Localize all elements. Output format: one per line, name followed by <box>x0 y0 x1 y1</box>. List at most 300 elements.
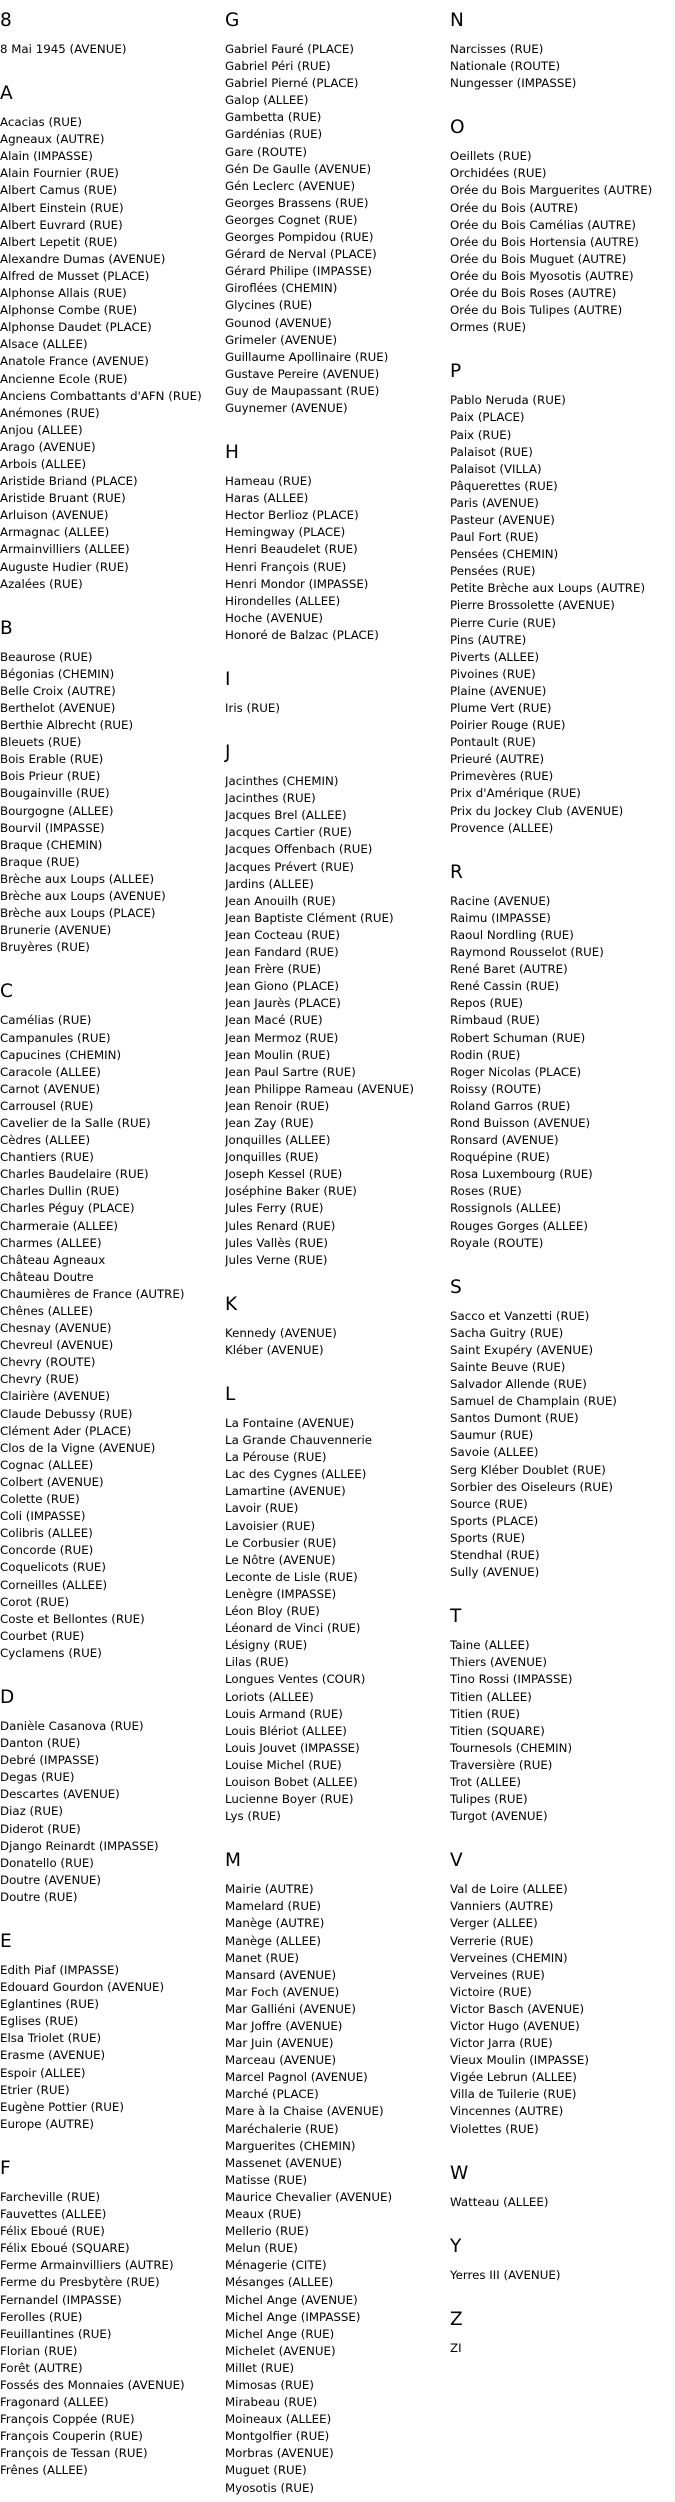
street-entry: Concorde (RUE) <box>0 1543 94 1558</box>
street-entry: Titien (RUE) <box>450 1706 520 1721</box>
street-entry: Pivoines (RUE) <box>450 666 536 681</box>
street-entry: Stendhal (RUE) <box>450 1548 540 1563</box>
letter-heading: F <box>0 2157 11 2179</box>
street-entry: Aristide Bruant (RUE) <box>0 491 126 506</box>
street-entry: Muguet (RUE) <box>225 2463 307 2478</box>
heading-spacer <box>0 105 220 114</box>
street-entry: Rimbaud (RUE) <box>450 1013 540 1028</box>
street-entry: Vincennes (AUTRE) <box>450 2104 564 2119</box>
street-entry: Ferolles (RUE) <box>0 2309 83 2324</box>
street-entry: Prix d'Amérique (RUE) <box>450 786 581 801</box>
heading-spacer <box>225 764 445 773</box>
street-entry: Haras (ALLEE) <box>225 491 309 506</box>
street-entry: Michel Ange (IMPASSE) <box>225 2309 361 2324</box>
street-entry: Corot (RUE) <box>0 1594 70 1609</box>
section-spacer <box>225 717 445 742</box>
heading-spacer <box>225 1406 445 1415</box>
section-spacer <box>450 1581 670 1606</box>
section-spacer <box>450 837 670 862</box>
letter-section-c <box>0 981 220 1662</box>
street-entry: Jean Giono (PLACE) <box>225 979 339 994</box>
street-entry: Violettes (RUE) <box>450 2121 539 2136</box>
street-entry: Jean Mermoz (RUE) <box>225 1030 339 1045</box>
letter-section-z <box>450 2309 670 2357</box>
section-spacer <box>450 2138 670 2163</box>
street-entry: Hameau (RUE) <box>225 474 312 489</box>
street-entry: Claude Debussy (RUE) <box>0 1406 133 1421</box>
street-entry: Longues Ventes (COUR) <box>225 1672 366 1687</box>
street-entry: Verrerie (RUE) <box>450 1933 534 1948</box>
section-spacer <box>450 2211 670 2236</box>
street-entry: Georges Brassens (RUE) <box>225 195 369 210</box>
street-entry: Jules Verne (RUE) <box>225 1252 328 1267</box>
street-entry: François Coppée (RUE) <box>0 2412 135 2427</box>
street-list <box>450 2194 670 2211</box>
street-entry: Iris (RUE) <box>225 701 280 715</box>
street-entry: Titien (ALLEE) <box>450 1689 532 1704</box>
street-entry: Gérard de Nerval (PLACE) <box>225 247 377 262</box>
heading-spacer <box>450 2331 670 2340</box>
letter-heading: V <box>450 1850 463 1872</box>
street-entry: Cognac (ALLEE) <box>0 1457 94 1472</box>
letter-section-a <box>0 83 220 593</box>
street-entry: Courbet (RUE) <box>0 1628 85 1643</box>
street-entry: Taine (ALLEE) <box>450 1638 530 1653</box>
street-entry: Lavoisier (RUE) <box>225 1518 316 1533</box>
street-entry: Michel Ange (AVENUE) <box>225 2292 358 2307</box>
street-entry: Victor Jarra (RUE) <box>450 2036 553 2051</box>
street-entry: Pâquerettes (RUE) <box>450 478 558 493</box>
heading-spacer <box>225 1316 445 1325</box>
letter-heading: S <box>450 1276 462 1298</box>
street-entry: Le Nôtre (AVENUE) <box>225 1552 336 1567</box>
street-list <box>450 893 670 1252</box>
street-entry: Michel Ange (RUE) <box>225 2326 335 2341</box>
heading-spacer <box>450 383 670 392</box>
street-entry: Jonquilles (ALLEE) <box>225 1133 331 1148</box>
street-entry: Gare (ROUTE) <box>225 144 307 159</box>
street-entry: Jean Moulin (RUE) <box>225 1047 331 1062</box>
index-column-2 <box>225 10 445 2497</box>
street-entry: Myosotis (RUE) <box>225 2480 315 2495</box>
street-list <box>450 1308 670 1582</box>
street-entry: Palaisot (RUE) <box>450 444 533 459</box>
street-entry: Hemingway (PLACE) <box>225 525 346 540</box>
street-entry: Poirier Rouge (RUE) <box>450 718 566 733</box>
street-entry: Charles Péguy (PLACE) <box>0 1201 135 1216</box>
street-entry: Château Agneaux <box>0 1252 106 1267</box>
street-entry: Léonard de Vinci (RUE) <box>225 1621 361 1636</box>
street-entry: Maurice Chevalier (AVENUE) <box>225 2189 393 2204</box>
street-entry: Moineaux (ALLEE) <box>225 2412 332 2427</box>
street-entry: Vieux Moulin (IMPASSE) <box>450 2053 589 2068</box>
street-list <box>450 1881 670 2137</box>
street-entry: Etrier (RUE) <box>0 2082 70 2097</box>
street-list <box>450 148 670 336</box>
street-entry: Mare à la Chaise (AVENUE) <box>225 2104 384 2119</box>
section-spacer <box>0 2133 220 2158</box>
street-entry: Provence (ALLEE) <box>450 820 554 835</box>
street-entry: Massenet (AVENUE) <box>225 2155 343 2170</box>
street-entry: Eugène Pottier (RUE) <box>0 2099 124 2114</box>
street-entry: Paris (AVENUE) <box>450 495 539 510</box>
street-entry: Agneaux (AUTRE) <box>0 132 105 147</box>
letter-section-h <box>225 442 445 644</box>
street-entry: Orée du Bois Tulipes (AUTRE) <box>450 303 623 318</box>
street-entry: Mar Joffre (AVENUE) <box>225 2019 343 2033</box>
street-entry: Maréchalerie (RUE) <box>225 2121 339 2136</box>
letter-section-v <box>450 1850 670 2137</box>
street-entry: Anatole France (AVENUE) <box>0 354 149 369</box>
letter-heading: T <box>450 1606 462 1628</box>
street-entry: Carnot (AVENUE) <box>0 1081 101 1096</box>
street-entry: Jean Anouilh (RUE) <box>225 893 336 908</box>
street-entry: Lamartine (AVENUE) <box>225 1484 346 1499</box>
street-entry: Tino Rossi (IMPASSE) <box>450 1672 573 1687</box>
street-entry: Orée du Bois Roses (AUTRE) <box>450 286 617 301</box>
street-entry: Eglises (RUE) <box>0 2014 79 2029</box>
street-entry: Jean Macé (RUE) <box>225 1013 323 1028</box>
street-list <box>225 773 445 1269</box>
street-entry: Villa de Tuilerie (RUE) <box>450 2087 577 2102</box>
street-entry: Alexandre Dumas (AVENUE) <box>0 251 166 266</box>
street-entry: Jacinthes (CHEMIN) <box>225 774 339 789</box>
street-entry: Manet (RUE) <box>225 1950 300 1965</box>
street-entry: Paul Fort (RUE) <box>450 530 539 545</box>
letter-heading: M <box>225 1850 241 1872</box>
street-entry: Paix (PLACE) <box>450 410 525 425</box>
street-entry: Thiers (AVENUE) <box>450 1655 547 1670</box>
letter-heading: N <box>450 10 464 31</box>
street-entry: Henri Mondor (IMPASSE) <box>225 576 369 591</box>
street-entry: Marcel Pagnol (AVENUE) <box>225 2070 368 2085</box>
street-entry: Chevreul (AVENUE) <box>0 1338 114 1353</box>
street-entry: Plaine (AVENUE) <box>450 683 547 698</box>
street-entry: Sorbier des Oiseleurs (RUE) <box>450 1479 614 1494</box>
street-entry: Jean Philippe Rameau (AVENUE) <box>225 1081 414 1096</box>
heading-spacer <box>450 32 670 41</box>
street-entry: Kléber (AVENUE) <box>225 1342 324 1357</box>
street-entry: Armainvilliers (ALLEE) <box>0 542 130 557</box>
street-entry: Louis Jouvet (IMPASSE) <box>225 1740 360 1755</box>
letter-heading: H <box>225 442 239 464</box>
street-entry: Ormes (RUE) <box>450 320 527 335</box>
street-entry: Louis Armand (RUE) <box>225 1706 343 1721</box>
street-entry: Debré (IMPASSE) <box>0 1753 100 1768</box>
street-entry: Coli (IMPASSE) <box>0 1509 86 1524</box>
street-entry: Primevères (RUE) <box>450 769 554 784</box>
heading-spacer <box>450 1628 670 1637</box>
street-entry: Jean Frère (RUE) <box>225 962 322 977</box>
street-entry: Serg Kléber Doublet (RUE) <box>450 1462 606 1477</box>
heading-spacer <box>450 2258 670 2267</box>
street-entry: Verveines (CHEMIN) <box>450 1950 568 1965</box>
street-entry: Verger (ALLEE) <box>450 1916 538 1931</box>
street-entry: Lavoir (RUE) <box>225 1501 299 1516</box>
street-entry: Georges Pompidou (RUE) <box>225 230 374 245</box>
street-entry: Leconte de Lisle (RUE) <box>225 1569 358 1584</box>
street-entry: Narcisses (RUE) <box>450 42 544 56</box>
letter-heading: J <box>225 742 231 764</box>
heading-spacer <box>450 884 670 893</box>
letter-heading: L <box>225 1384 236 1405</box>
street-entry: Rouges Gorges (ALLEE) <box>450 1218 588 1233</box>
letter-heading: I <box>225 669 231 690</box>
street-entry: Alfred de Musset (PLACE) <box>0 268 150 283</box>
letter-heading: P <box>450 361 462 383</box>
street-entry: Gardénias (RUE) <box>225 127 323 142</box>
street-entry: Pontault (RUE) <box>450 735 536 750</box>
street-entry: Mansard (AVENUE) <box>225 1967 337 1982</box>
street-entry: Repos (RUE) <box>450 996 524 1011</box>
street-entry: Fauvettes (ALLEE) <box>0 2207 107 2222</box>
street-entry: Le Corbusier (RUE) <box>225 1535 337 1550</box>
street-entry: Roland Garros (RUE) <box>450 1098 571 1113</box>
street-entry: Charmeraie (ALLEE) <box>0 1218 119 1233</box>
street-entry: Doutre (RUE) <box>0 1889 78 1904</box>
section-spacer <box>225 1269 445 1294</box>
street-entry: Pensées (RUE) <box>450 564 536 579</box>
street-entry: Melun (RUE) <box>225 2241 298 2256</box>
street-entry: Clairière (AVENUE) <box>0 1389 110 1404</box>
street-entry: Jean Jaurès (PLACE) <box>225 996 341 1011</box>
street-entry: Berthie Albrecht (RUE) <box>0 718 134 733</box>
street-entry: Vigée Lebrun (ALLEE) <box>450 2070 577 2085</box>
street-entry: Rond Buisson (AVENUE) <box>450 1115 591 1130</box>
street-entry: Saint Exupéry (AVENUE) <box>450 1342 594 1357</box>
street-entry: Albert Euvrard (RUE) <box>0 217 123 232</box>
street-entry: Samuel de Champlain (RUE) <box>450 1394 617 1409</box>
street-entry: Salvador Allende (RUE) <box>450 1377 587 1392</box>
street-entry: Bougainville (RUE) <box>0 786 110 801</box>
street-list <box>0 41 220 58</box>
letter-section-p <box>450 361 670 836</box>
street-entry: Lys (RUE) <box>225 1809 281 1824</box>
letter-heading: K <box>225 1293 238 1315</box>
street-entry: Pablo Neruda (RUE) <box>450 393 566 408</box>
section-spacer <box>225 1359 445 1384</box>
street-entry: Gabriel Péri (RUE) <box>225 59 331 74</box>
street-entry: Coste et Bellontes (RUE) <box>0 1611 145 1626</box>
section-spacer <box>450 336 670 361</box>
index-column-3 <box>450 10 670 2357</box>
street-entry: Hirondelles (ALLEE) <box>225 593 341 608</box>
street-entry: Brèche aux Loups (PLACE) <box>0 906 156 921</box>
street-entry: Ronsard (AVENUE) <box>450 1133 559 1148</box>
street-entry: Acacias (RUE) <box>0 115 82 130</box>
street-entry: Verveines (RUE) <box>450 1967 545 1982</box>
street-entry: Jean Zay (RUE) <box>225 1115 314 1130</box>
street-entry: Watteau (ALLEE) <box>450 2194 549 2209</box>
street-entry: Arago (AVENUE) <box>0 439 96 454</box>
letter-section-r <box>450 862 670 1252</box>
street-entry: Ferme du Presbytère (RUE) <box>0 2275 160 2290</box>
street-entry: Glycines (RUE) <box>225 298 313 313</box>
street-entry: Doutre (AVENUE) <box>0 1872 101 1887</box>
street-entry: Chesnay (AVENUE) <box>0 1321 112 1336</box>
street-entry: Fragonard (ALLEE) <box>0 2395 109 2410</box>
street-entry: Django Reinardt (IMPASSE) <box>0 1838 159 1853</box>
street-entry: Chantiers (RUE) <box>0 1150 94 1165</box>
street-entry: Mar Galliéni (AVENUE) <box>225 2001 356 2016</box>
street-entry: Louison Bobet (ALLEE) <box>225 1774 358 1789</box>
street-entry: Armagnac (ALLEE) <box>0 525 110 540</box>
street-entry: Marché (PLACE) <box>225 2087 319 2102</box>
street-entry: Piverts (ALLEE) <box>450 649 540 664</box>
street-entry: Aristide Briand (PLACE) <box>0 474 138 489</box>
street-entry: Alain (IMPASSE) <box>0 149 93 164</box>
street-list <box>0 1962 220 2133</box>
street-entry: Traversière (RUE) <box>450 1757 553 1772</box>
street-entry: Corneilles (ALLEE) <box>0 1577 108 1592</box>
heading-spacer <box>450 1872 670 1881</box>
street-entry: Félix Eboué (SQUARE) <box>0 2241 130 2256</box>
street-list <box>225 1415 445 1825</box>
street-entry: Vanniers (AUTRE) <box>450 1899 554 1914</box>
street-entry: Yerres III (AVENUE) <box>450 2267 561 2282</box>
street-entry: Val de Loire (ALLEE) <box>450 1882 568 1897</box>
street-entry: La Fontaine (AVENUE) <box>225 1416 355 1430</box>
street-entry: Meaux (RUE) <box>225 2207 302 2222</box>
letter-heading: Z <box>450 2308 463 2330</box>
letter-heading: D <box>0 1686 15 1708</box>
street-entry: Georges Cognet (RUE) <box>225 212 358 227</box>
section-spacer <box>0 1662 220 1687</box>
section-spacer <box>450 2284 670 2309</box>
street-entry: Albert Einstein (RUE) <box>0 200 124 215</box>
letter-heading: Y <box>450 2235 462 2257</box>
street-entry: Henri François (RUE) <box>225 559 347 574</box>
street-list <box>225 473 445 644</box>
street-entry: Raimu (IMPASSE) <box>450 910 551 925</box>
street-entry: Grimeler (AVENUE) <box>225 332 338 347</box>
letter-heading: E <box>0 1931 12 1952</box>
street-entry: Joseph Kessel (RUE) <box>225 1167 343 1182</box>
street-list <box>450 1637 670 1825</box>
section-spacer <box>450 92 670 117</box>
letter-heading: R <box>450 861 463 883</box>
letter-section-f <box>0 2158 220 2480</box>
street-entry: Loriots (ALLEE) <box>225 1689 314 1704</box>
section-spacer <box>0 58 220 83</box>
street-entry: Colibris (ALLEE) <box>0 1526 93 1541</box>
street-entry: Manège (ALLEE) <box>225 1933 321 1948</box>
street-entry: Honoré de Balzac (PLACE) <box>225 627 379 642</box>
street-entry: Jacques Cartier (RUE) <box>225 825 352 840</box>
street-entry: Lésigny (RUE) <box>225 1638 308 1653</box>
street-entry: Chênes (ALLEE) <box>0 1304 93 1318</box>
letter-section-s <box>450 1277 670 1582</box>
street-entry: Hector Berlioz (PLACE) <box>225 508 359 523</box>
street-entry: François de Tessan (RUE) <box>0 2446 148 2461</box>
street-entry: Lenègre (IMPASSE) <box>225 1586 337 1601</box>
heading-spacer <box>0 1953 220 1962</box>
street-entry: Montgolfier (RUE) <box>225 2429 330 2444</box>
street-entry: Brunerie (AVENUE) <box>0 923 112 938</box>
street-entry: Bois Prieur (RUE) <box>0 769 101 784</box>
heading-spacer <box>450 139 670 148</box>
street-entry: Orchidées (RUE) <box>450 166 547 181</box>
street-entry: Clos de la Vigne (AVENUE) <box>0 1440 156 1455</box>
street-list <box>450 2340 670 2357</box>
street-entry: Eglantines (RUE) <box>0 1997 99 2012</box>
letter-heading: A <box>0 83 13 105</box>
street-entry: Jacques Offenbach (RUE) <box>225 842 373 857</box>
street-entry: Victor Basch (AVENUE) <box>450 2001 585 2016</box>
street-entry: Colette (RUE) <box>0 1492 80 1507</box>
street-list <box>450 2267 670 2284</box>
street-entry: Danton (RUE) <box>0 1736 81 1751</box>
street-entry: Oeillets (RUE) <box>450 149 532 164</box>
section-spacer <box>450 1252 670 1277</box>
street-entry: Cavelier de la Salle (RUE) <box>0 1115 151 1130</box>
street-entry: Florian (RUE) <box>0 2343 78 2358</box>
street-entry: Anciens Combattants d'AFN (RUE) <box>0 388 202 403</box>
letter-section-y <box>450 2236 670 2284</box>
street-entry: Bois Erable (RUE) <box>0 752 104 767</box>
street-entry: Source (RUE) <box>450 1496 528 1511</box>
heading-spacer <box>225 464 445 473</box>
street-entry: Edouard Gourdon (AVENUE) <box>0 1980 165 1995</box>
street-entry: Marguerites (CHEMIN) <box>225 2138 356 2153</box>
street-entry: Bourvil (IMPASSE) <box>0 820 105 835</box>
street-entry: Arluison (AVENUE) <box>0 508 109 523</box>
street-entry: Jonquilles (RUE) <box>225 1150 319 1165</box>
street-entry: Jean Baptiste Clément (RUE) <box>225 910 394 925</box>
letter-section-w <box>450 2163 670 2211</box>
street-entry: Clément Ader (PLACE) <box>0 1423 132 1438</box>
street-entry: Jean Fandard (RUE) <box>225 945 339 960</box>
letter-section-o <box>450 117 670 336</box>
street-entry: Auguste Hudier (RUE) <box>0 559 129 574</box>
street-entry: Alphonse Daudet (PLACE) <box>0 320 152 335</box>
street-entry: Victor Hugo (AVENUE) <box>450 2019 580 2033</box>
street-entry: Diderot (RUE) <box>0 1821 81 1836</box>
letter-heading: C <box>0 981 13 1003</box>
street-entry: Chevry (ROUTE) <box>0 1355 96 1370</box>
street-entry: Prix du Jockey Club (AVENUE) <box>450 803 624 818</box>
street-entry: Fernandel (IMPASSE) <box>0 2292 122 2307</box>
heading-spacer <box>0 1003 220 1012</box>
street-entry: Racine (AVENUE) <box>450 893 551 908</box>
street-entry: Cèdres (ALLEE) <box>0 1133 91 1148</box>
street-list <box>225 1881 445 2496</box>
street-entry: Sainte Beuve (RUE) <box>450 1360 566 1374</box>
street-entry: René Cassin (RUE) <box>450 979 560 994</box>
street-entry: Guy de Maupassant (RUE) <box>225 383 380 398</box>
street-entry: Arbois (ALLEE) <box>0 456 87 471</box>
street-entry: Orée du Bois Hortensia (AUTRE) <box>450 234 639 249</box>
street-entry: Mirabeau (RUE) <box>225 2395 318 2410</box>
street-entry: Trot (ALLEE) <box>450 1774 521 1789</box>
street-entry: Giroflées (CHEMIN) <box>225 281 338 296</box>
index-column-1 <box>0 10 220 2480</box>
section-spacer <box>225 644 445 669</box>
letter-section-8 <box>0 10 220 58</box>
street-entry: Colbert (AVENUE) <box>0 1474 104 1489</box>
street-entry: Frênes (ALLEE) <box>0 2463 88 2478</box>
street-entry: Bruyères (RUE) <box>0 940 90 955</box>
heading-spacer <box>0 2180 220 2189</box>
street-list <box>225 700 445 717</box>
street-list <box>225 1325 445 1359</box>
street-entry: Lilas (RUE) <box>225 1655 289 1670</box>
letter-section-l <box>225 1384 445 1825</box>
street-entry: Ferme Armainvilliers (AUTRE) <box>0 2258 174 2273</box>
street-entry: Gustave Pereire (AVENUE) <box>225 366 380 381</box>
street-entry: Fossés des Monnaies (AVENUE) <box>0 2377 185 2392</box>
street-entry: Saumur (RUE) <box>450 1428 534 1443</box>
